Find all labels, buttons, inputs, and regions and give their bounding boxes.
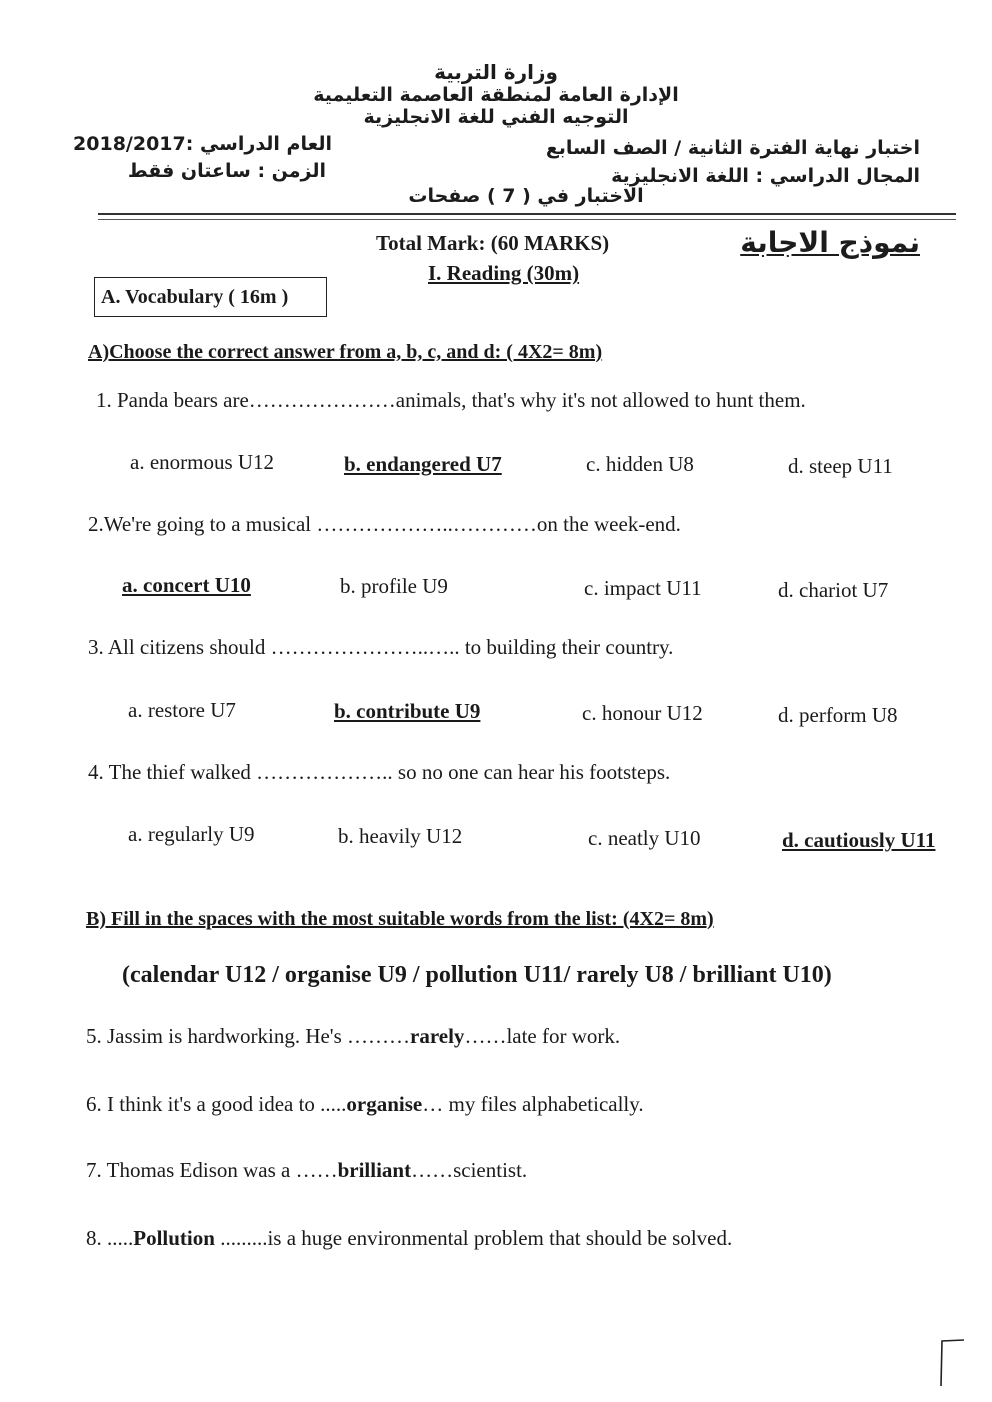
section-b-title: B) Fill in the spaces with the most suitable words from the list: (4X2= 8m) bbox=[86, 908, 714, 930]
fill-item-7-post: ……scientist. bbox=[411, 1158, 528, 1182]
reading-title: I. Reading (30m) bbox=[428, 261, 580, 285]
q3-option-a: a. restore U7 bbox=[128, 698, 236, 722]
q4-option-a: a. regularly U9 bbox=[128, 822, 255, 846]
supervision-title: التوجيه الفني للغة الانجليزية bbox=[363, 106, 629, 128]
vocabulary-box bbox=[94, 277, 327, 317]
q1-option-b-answer: b. endangered U7 bbox=[344, 452, 502, 476]
total-mark: Total Mark: (60 MARKS) bbox=[376, 231, 610, 255]
ministry-title: وزارة التربية bbox=[434, 60, 558, 84]
q2-option-b: b. profile U9 bbox=[340, 574, 448, 598]
header-rule bbox=[98, 213, 956, 215]
fill-item-7-answer: brilliant bbox=[337, 1158, 412, 1182]
fill-item-8-answer: Pollution bbox=[133, 1226, 215, 1250]
fill-item-5-pre: 5. Jassim is hardworking. He's ……… bbox=[86, 1024, 411, 1048]
q4-option-c: c. neatly U10 bbox=[588, 826, 701, 850]
fill-item-8-post: .........is a huge environmental problem that should be solved. bbox=[214, 1226, 733, 1250]
q2-option-c: c. impact U11 bbox=[584, 576, 702, 600]
fill-item-6-answer: organise bbox=[346, 1092, 423, 1116]
q1-option-a: a. enormous U12 bbox=[130, 450, 275, 474]
fill-item-8 bbox=[86, 1226, 732, 1251]
directorate-title: الإدارة العامة لمنطقة العاصمة التعليمية bbox=[313, 84, 679, 106]
q2-option-d: d. chariot U7 bbox=[778, 578, 889, 602]
q1-option-d: d. steep U11 bbox=[788, 454, 893, 478]
header-rule-thin bbox=[98, 219, 956, 220]
fill-item-6-post: … my files alphabetically. bbox=[422, 1092, 644, 1116]
page-corner-mark bbox=[938, 1338, 966, 1388]
vocabulary-label: A. Vocabulary ( 16m ) bbox=[101, 286, 289, 308]
fill-item-6-pre: 6. I think it's a good idea to ..... bbox=[86, 1092, 347, 1116]
fill-item-5-post: ……late for work. bbox=[464, 1024, 621, 1048]
section-a-title: A)Choose the correct answer from a, b, c, and d: ( 4X2= 8m) bbox=[88, 341, 603, 363]
fill-item-7-pre: 7. Thomas Edison was a …… bbox=[86, 1158, 338, 1182]
fill-item-5 bbox=[86, 1024, 620, 1049]
subject-line: المجال الدراسي : اللغة الانجليزية bbox=[611, 165, 920, 187]
exam-title: اختبار نهاية الفترة الثانية / الصف السابع bbox=[545, 137, 920, 159]
model-answer-title: نموذج الاجابة bbox=[740, 226, 920, 259]
pages-count: الاختبار في ( 7 ) صفحات bbox=[408, 185, 644, 207]
q3-option-c: c. honour U12 bbox=[582, 701, 703, 725]
fill-item-5-answer: rarely bbox=[410, 1024, 465, 1048]
question-1: 1. Panda bears are…………………animals, that's why it's not allowed to hunt them. bbox=[96, 388, 806, 412]
exam-time: الزمن : ساعتان فقط bbox=[127, 160, 326, 182]
word-list: (calendar U12 / organise U9 / pollution U11/ rarely U8 / brilliant U10) bbox=[122, 962, 832, 988]
question-3: 3. All citizens should …………………..….. to building their country. bbox=[88, 635, 674, 659]
fill-item-6 bbox=[86, 1092, 644, 1117]
fill-item-8-pre: 8. ..... bbox=[86, 1226, 134, 1250]
q3-option-d: d. perform U8 bbox=[778, 703, 898, 727]
q3-option-b-answer: b. contribute U9 bbox=[334, 699, 481, 723]
fill-item-7 bbox=[86, 1158, 527, 1183]
question-2: 2.We're going to a musical ………………..…………on the week-end. bbox=[88, 512, 681, 536]
q4-option-d-answer: d. cautiously U11 bbox=[782, 828, 936, 852]
q4-option-b: b. heavily U12 bbox=[338, 824, 463, 848]
question-4: 4. The thief walked ……………….. so no one can hear his footsteps. bbox=[88, 760, 671, 784]
q1-option-c: c. hidden U8 bbox=[586, 452, 694, 476]
q2-option-a-answer: a. concert U10 bbox=[122, 573, 251, 597]
academic-year: العام الدراسي :2018/2017 bbox=[73, 133, 332, 155]
